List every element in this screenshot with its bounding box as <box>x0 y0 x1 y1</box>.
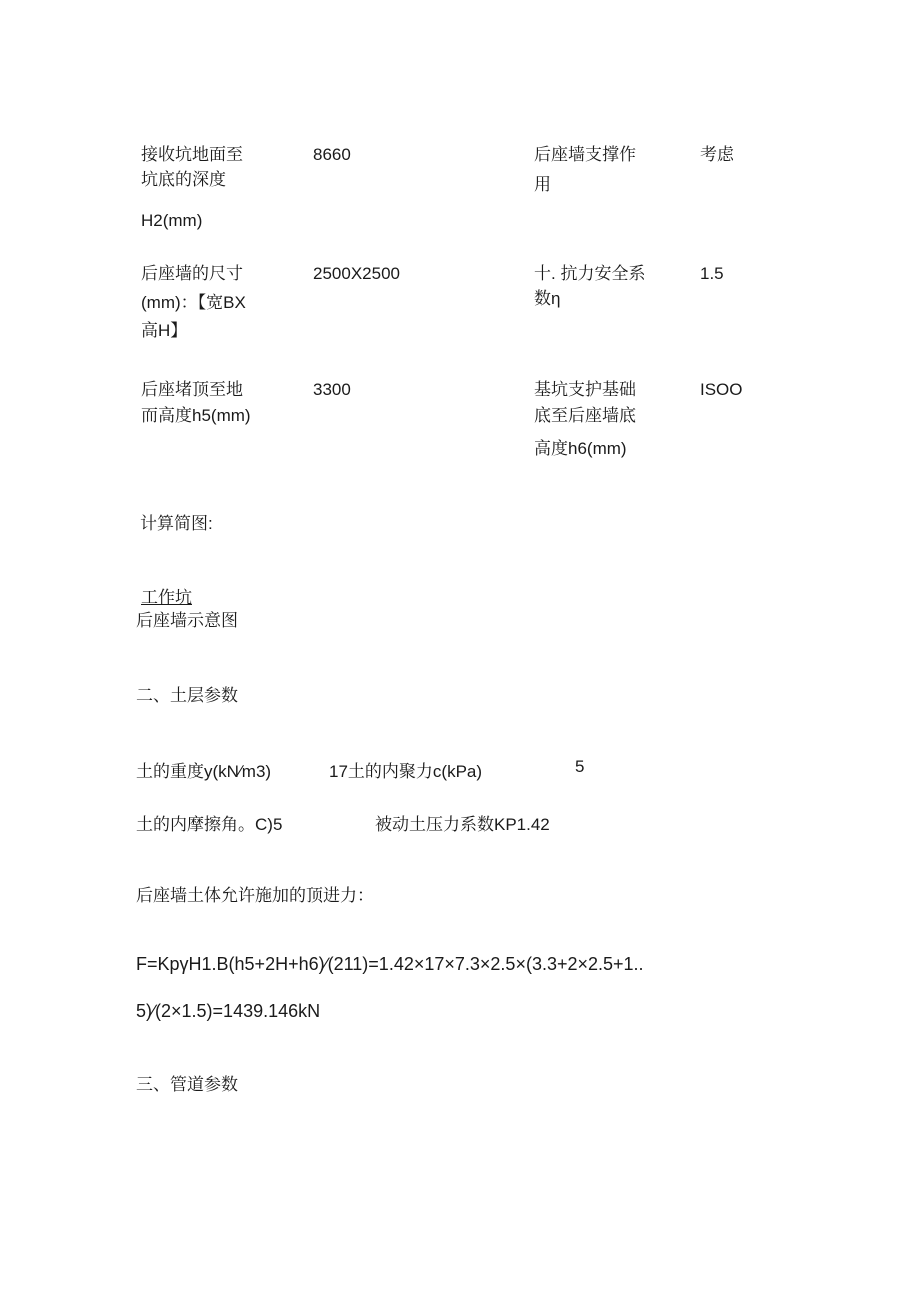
row2-label-line2: (mm)：【宽BX <box>141 293 246 312</box>
row1-label-line2: 坑底的深度 <box>141 170 226 189</box>
row3-label-line1: 后座堵顶至地 <box>141 380 243 399</box>
thrust-heading: 后座墙土体允许施加的顶进力： <box>136 886 374 905</box>
row3-label-line2: 而高度h5(mm) <box>141 406 251 425</box>
row2-label-line1: 后座墙的尺寸 <box>141 264 243 283</box>
soil-cohesion-value: 5 <box>575 757 585 776</box>
row1-label-line3: H2(mm) <box>141 211 203 230</box>
row3-label2-line2: 底至后座墙底 <box>534 406 636 425</box>
soil-cohesion: 17土的内聚力c(kPa) <box>329 762 483 781</box>
row1-label2-line1: 后座墙支撑作 <box>534 145 636 164</box>
row1-label2-line2: 用 <box>534 175 551 194</box>
row3-label2-line1: 基坑支护基础 <box>534 380 636 399</box>
row2-label2-line1: 十. 抗力安全系 <box>534 264 646 283</box>
thrust-formula-line1: F=KpγH1.B(h5+2H+h6)∕(211)=1.42×17×7.3×2.5×(3.3+2×2.5+1.. <box>136 954 644 974</box>
row2-value2: 1.5 <box>700 264 724 283</box>
row3-value2: ISOO <box>700 380 743 399</box>
row2-label2-line2: 数η <box>534 289 561 308</box>
row1-value: 8660 <box>313 145 351 164</box>
soil-friction-angle: 土的内摩擦角。C)5 <box>136 815 283 834</box>
thrust-formula-line2: 5)∕(2×1.5)=1439.146kN <box>136 1001 321 1021</box>
soil-passive-coefficient: 被动土压力系数KP1.42 <box>375 815 550 834</box>
row1-value2: 考虑 <box>700 145 734 164</box>
pipe-heading: 三、管道参数 <box>136 1075 238 1094</box>
row3-label2-line3: 高度h6(mm) <box>534 439 627 458</box>
diagram-heading: 计算简图: <box>140 514 213 533</box>
row2-label-line3: 高H】 <box>141 321 188 340</box>
diagram-caption: 后座墙示意图 <box>136 611 238 630</box>
row3-value: 3300 <box>313 380 351 399</box>
row2-value: 2500X2500 <box>313 264 400 283</box>
soil-unit-weight: 土的重度y(kN∕m3) <box>136 762 272 781</box>
row1-label-line1: 接收坑地面至 <box>141 145 243 164</box>
soil-heading: 二、土层参数 <box>136 686 238 705</box>
diagram-label-pit: 工作坑 <box>141 588 192 607</box>
